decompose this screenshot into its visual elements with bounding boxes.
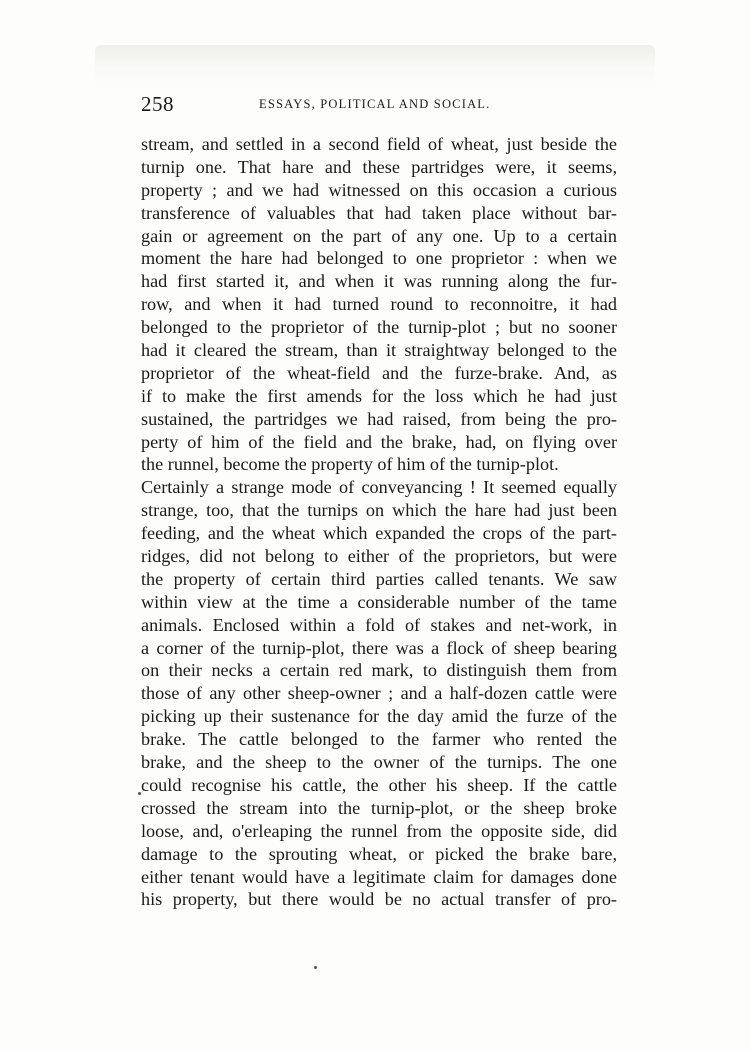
stray-ink-mark: [314, 966, 317, 969]
text-line: crossed the stream into the turnip-plot, or the sheep broke: [141, 797, 617, 818]
text-line: a corner of the turnip-plot, there was a flock of sheep bearing: [141, 637, 617, 658]
text-line: his property, but there would be no actual transfer of pro-: [141, 889, 617, 910]
text-line: damage to the sprouting wheat, or picked the brake bare,: [141, 843, 617, 864]
stray-ink-mark: [138, 792, 141, 795]
text-line: the runnel, become the property of him of the turnip-plot.: [141, 454, 559, 475]
text-line: animals. Enclosed within a fold of stakes and net-work, in: [141, 614, 617, 635]
text-line: perty of him of the field and the brake, had, on flying over: [141, 431, 617, 452]
text-line: brake. The cattle belonged to the farmer who rented the: [141, 729, 617, 750]
page-header: [141, 92, 617, 116]
text-line: proprietor of the wheat-field and the furze-brake. And, as: [141, 362, 617, 383]
page-number: 258: [141, 92, 174, 116]
text-line: the property of certain third parties called tenants. We saw: [141, 568, 617, 589]
text-line: Certainly a strange mode of conveyancing ! It seemed equally: [141, 477, 617, 498]
text-line: had first started it, and when it was running along the fur-: [141, 271, 617, 292]
text-line: those of any other sheep-owner ; and a half-dozen cattle were: [141, 683, 617, 704]
running-head: ESSAYS, POLITICAL AND SOCIAL.: [259, 97, 491, 111]
text-line: belonged to the proprietor of the turnip-plot ; but no sooner: [141, 317, 617, 338]
text-line: moment the hare had belonged to one proprietor : when we: [141, 248, 617, 269]
text-line: stream, and settled in a second field of wheat, just beside the: [141, 134, 617, 154]
text-line: could recognise his cattle, the other his sheep. If the cattle: [141, 774, 617, 795]
text-line: strange, too, that the turnips on which the hare had just been: [141, 500, 617, 521]
text-line: gain or agreement on the part of any one. Up to a certain: [141, 225, 617, 246]
text-line: brake, and the sheep to the owner of the turnips. The one: [141, 752, 617, 773]
scan-smudge: [95, 45, 655, 90]
text-line: feeding, and the wheat which expanded the crops of the part-: [141, 523, 617, 544]
text-line: property ; and we had witnessed on this occasion a curious: [141, 179, 617, 200]
text-line: sustained, the partridges we had raised, from being the pro-: [141, 408, 617, 429]
text-line: on their necks a certain red mark, to distinguish them from: [141, 660, 617, 681]
text-line: ridges, did not belong to either of the proprietors, but were: [141, 546, 617, 567]
text-line: row, and when it had turned round to reconnoitre, it had: [141, 294, 617, 315]
text-line: picking up their sustenance for the day amid the furze of the: [141, 706, 617, 727]
text-line: if to make the first amends for the loss which he had just: [141, 385, 617, 406]
text-line: turnip one. That hare and these partridges were, it seems,: [141, 156, 617, 177]
text-line: either tenant would have a legitimate claim for damages done: [141, 866, 617, 887]
text-line: had it cleared the stream, than it straightway belonged to the: [141, 340, 617, 361]
text-line: loose, and, o'erleaping the runnel from the opposite side, did: [141, 820, 617, 841]
text-line: within view at the time a considerable number of the tame: [141, 591, 617, 612]
body-text: [141, 133, 617, 911]
text-line: transference of valuables that had taken place without bar-: [141, 202, 617, 223]
